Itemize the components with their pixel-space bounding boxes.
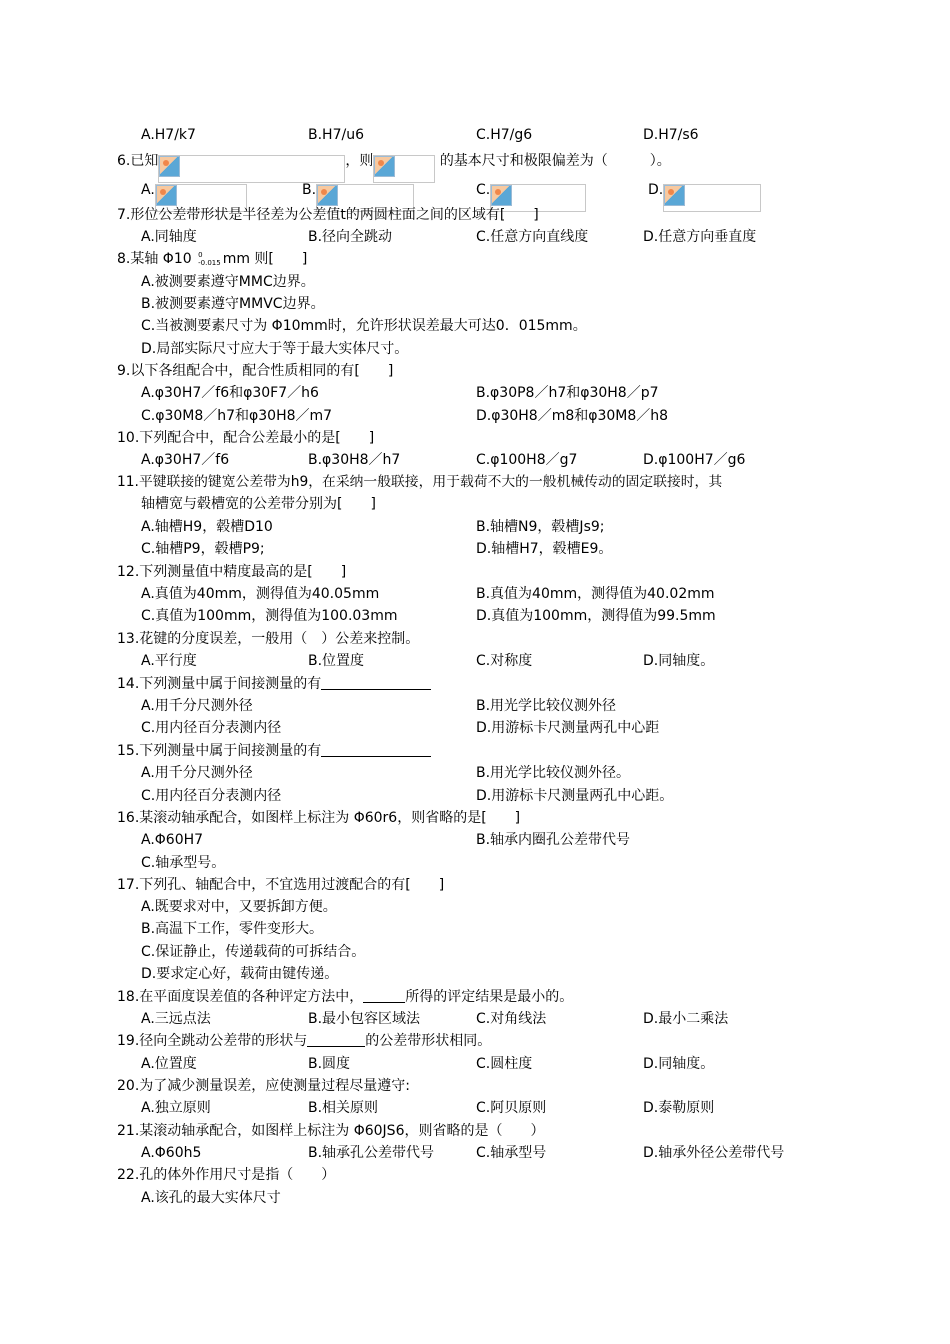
q6-option-a (141, 179, 247, 201)
q8-upper-deviation: 0 (198, 251, 203, 259)
q18-option-c: C.对角线法 (476, 1011, 547, 1027)
q21-option-a: A.Φ60h5 (141, 1145, 202, 1161)
q6-option-c-label: C. (476, 182, 491, 198)
q15-option-b: B.用光学比较仪测外径。 (476, 765, 631, 781)
q5-option-c: C.H7/g6 (476, 127, 533, 143)
q6-suffix: 的基本尺寸和极限偏差为（ ）。 (439, 153, 671, 169)
q16-option-c: C.轴承型号。 (141, 855, 226, 871)
broken-image-icon (159, 156, 180, 177)
q19-prefix: 19.径向全跳动公差带的形状与 (117, 1033, 308, 1049)
q15-option-d: D.用游标卡尺测量两孔中心距。 (476, 788, 674, 804)
q14-answer-blank (321, 675, 431, 690)
q19-answer-blank (307, 1032, 365, 1047)
q18-option-a: A.三远点法 (141, 1011, 211, 1027)
q12-question: 12.下列测量值中精度最高的是[ ] (117, 564, 347, 580)
q9-question: 9.以下各组配合中，配合性质相同的有[ ] (117, 363, 394, 379)
broken-image-icon (156, 185, 177, 206)
q11-option-d: D.轴槽H7，毂槽E9。 (476, 541, 613, 557)
q18-prefix: 18.在平面度误差值的各种评定方法中， (117, 989, 364, 1005)
q10-question: 10.下列配合中，配合公差最小的是[ ] (117, 430, 375, 446)
q18-suffix: 所得的评定结果是最小的。 (405, 989, 574, 1005)
q6-option-b-label: B. (302, 182, 317, 198)
q13-option-d: D.同轴度。 (643, 653, 715, 669)
q18-answer-blank (363, 988, 405, 1003)
q10-option-b: B.φ30H8／h7 (308, 452, 401, 468)
q12-option-a: A.真值为40mm，测得值为40.05mm (141, 586, 380, 602)
q8-option-d: D.局部实际尺寸应大于等于最大实体尺寸。 (141, 341, 409, 357)
q19-option-d: D.同轴度。 (643, 1056, 715, 1072)
q19-option-b: B.圆度 (308, 1056, 351, 1072)
q6-mid: ，则 (345, 153, 374, 169)
q21-option-c: C.轴承型号 (476, 1145, 547, 1161)
q9-option-a: A.φ30H7／f6和φ30F7／h6 (141, 385, 319, 401)
broken-image-icon (664, 185, 685, 206)
q16-option-b: B.轴承内圈孔公差带代号 (476, 832, 631, 848)
q17-option-d: D.要求定心好，载荷由键传递。 (141, 966, 339, 982)
q8-option-b: B.被测要素遵守MMVC边界。 (141, 296, 325, 312)
q10-option-c: C.φ100H8／g7 (476, 452, 578, 468)
q8-option-c: C.当被测要素尺寸为 Φ10mm时，允许形状误差最大可达0．015mm。 (141, 318, 587, 334)
q12-option-b: B.真值为40mm，测得值为40.02mm (476, 586, 715, 602)
q13-option-b: B.位置度 (308, 653, 365, 669)
broken-image-icon (374, 156, 395, 177)
q8-lower-deviation: -0.015 (198, 259, 221, 267)
q11-question-line-1: 11.平键联接的键宽公差带为h9，在采纳一般联接，用于载荷不大的一般机械传动的固定联接时，其 (117, 474, 723, 490)
q5-option-d: D.H7/s6 (643, 127, 699, 143)
q6-option-d (648, 179, 761, 201)
q14-option-a: A.用千分尺测外径 (141, 698, 253, 714)
q22-question: 22.孔的体外作用尺寸是指（ ） (117, 1167, 336, 1183)
q6-option-d-image (663, 184, 761, 212)
q17-question: 17.下列孔、轴配合中，不宜选用过渡配合的有[ ] (117, 877, 445, 893)
q14-option-b: B.用光学比较仪测外径 (476, 698, 617, 714)
q20-option-d: D.泰勒原则 (643, 1100, 715, 1116)
q17-option-b: B.高温下工作，零件变形大。 (141, 921, 324, 937)
q6-option-c (476, 179, 586, 201)
q10-option-d: D.φ100H7／g6 (643, 452, 746, 468)
q11-question-line-2: 轴槽宽与毂槽宽的公差带分别为[ ] (141, 496, 376, 512)
q8-option-a: A.被测要素遵守MMC边界。 (141, 274, 315, 290)
q9-option-c: C.φ30M8／h7和φ30H8／m7 (141, 408, 333, 424)
q11-option-c: C.轴槽P9，毂槽P9; (141, 541, 265, 557)
q15-option-c: C.用内径百分表测内径 (141, 788, 282, 804)
q13-question: 13.花键的分度误差，一般用（ ）公差来控制。 (117, 631, 420, 647)
q7-question: 7.形位公差带形状是半径差为公差值t的两圆柱面之间的区域有[ ] (117, 207, 539, 223)
q6-option-a-label: A. (141, 182, 155, 198)
q16-option-a: A.Φ60H7 (141, 832, 204, 848)
q8-question (117, 248, 307, 270)
q9-option-b: B.φ30P8／h7和φ30H8／p7 (476, 385, 659, 401)
q19-option-a: A.位置度 (141, 1056, 197, 1072)
q20-option-b: B.相关原则 (308, 1100, 379, 1116)
q6-prefix: 6.已知 (117, 153, 159, 169)
q20-question: 20.为了减少测量误差，应使测量过程尽量遵守: (117, 1078, 410, 1094)
q14-text: 14.下列测量中属于间接测量的有 (117, 676, 322, 692)
q6-option-d-label: D. (648, 182, 664, 198)
q19-option-c: C.圆柱度 (476, 1056, 533, 1072)
q11-option-b: B.轴槽N9，毂槽Js9; (476, 519, 605, 535)
q14-question (117, 673, 431, 695)
q5-option-b: B.H7/u6 (308, 127, 364, 143)
q12-option-d: D.真值为100mm，测得值为99.5mm (476, 608, 716, 624)
q5-option-a: A.H7/k7 (141, 127, 196, 143)
q14-option-d: D.用游标卡尺测量两孔中心距 (476, 720, 660, 736)
q6-option-b (302, 179, 414, 201)
q15-text: 15.下列测量中属于间接测量的有 (117, 743, 322, 759)
q18-question (117, 986, 573, 1008)
q14-option-c: C.用内径百分表测内径 (141, 720, 282, 736)
q19-suffix: 的公差带形状相同。 (365, 1033, 492, 1049)
q13-option-c: C.对称度 (476, 653, 533, 669)
q9-option-d: D.φ30H8／m8和φ30M8／h8 (476, 408, 669, 424)
q6-question (117, 150, 671, 172)
q7-option-c: C.任意方向直线度 (476, 229, 589, 245)
q15-question (117, 740, 431, 762)
q7-option-d: D.任意方向垂直度 (643, 229, 757, 245)
q7-option-a: A.同轴度 (141, 229, 197, 245)
q16-question: 16.某滚动轴承配合，如图样上标注为 Φ60r6，则省略的是[ ] (117, 810, 521, 826)
q22-option-a: A.该孔的最大实体尺寸 (141, 1190, 281, 1206)
q15-option-a: A.用千分尺测外径 (141, 765, 253, 781)
q21-option-d: D.轴承外径公差带代号 (643, 1145, 785, 1161)
q20-option-a: A.独立原则 (141, 1100, 211, 1116)
q8-suffix: mm 则[ ] (222, 251, 308, 267)
q12-option-c: C.真值为100mm，测得值为100.03mm (141, 608, 398, 624)
q15-answer-blank (321, 742, 431, 757)
q19-question (117, 1030, 491, 1052)
q21-option-b: B.轴承孔公差带代号 (308, 1145, 435, 1161)
broken-image-icon (317, 185, 338, 206)
q7-option-b: B.径向全跳动 (308, 229, 393, 245)
q11-option-a: A.轴槽H9，毂槽D10 (141, 519, 273, 535)
q17-option-c: C.保证静止，传递载荷的可拆结合。 (141, 944, 366, 960)
q21-question: 21.某滚动轴承配合，如图样上标注为 Φ60JS6，则省略的是（ ） (117, 1123, 545, 1139)
q13-option-a: A.平行度 (141, 653, 197, 669)
q20-option-c: C.阿贝原则 (476, 1100, 547, 1116)
q10-option-a: A.φ30H7／f6 (141, 452, 230, 468)
q8-prefix: 8.某轴 Φ10 (117, 251, 192, 267)
q8-tolerance (198, 251, 221, 267)
broken-image-icon (491, 185, 512, 206)
q18-option-b: B.最小包容区域法 (308, 1011, 421, 1027)
q18-option-d: D.最小二乘法 (643, 1011, 729, 1027)
q17-option-a: A.既要求对中，又要拆卸方便。 (141, 899, 337, 915)
